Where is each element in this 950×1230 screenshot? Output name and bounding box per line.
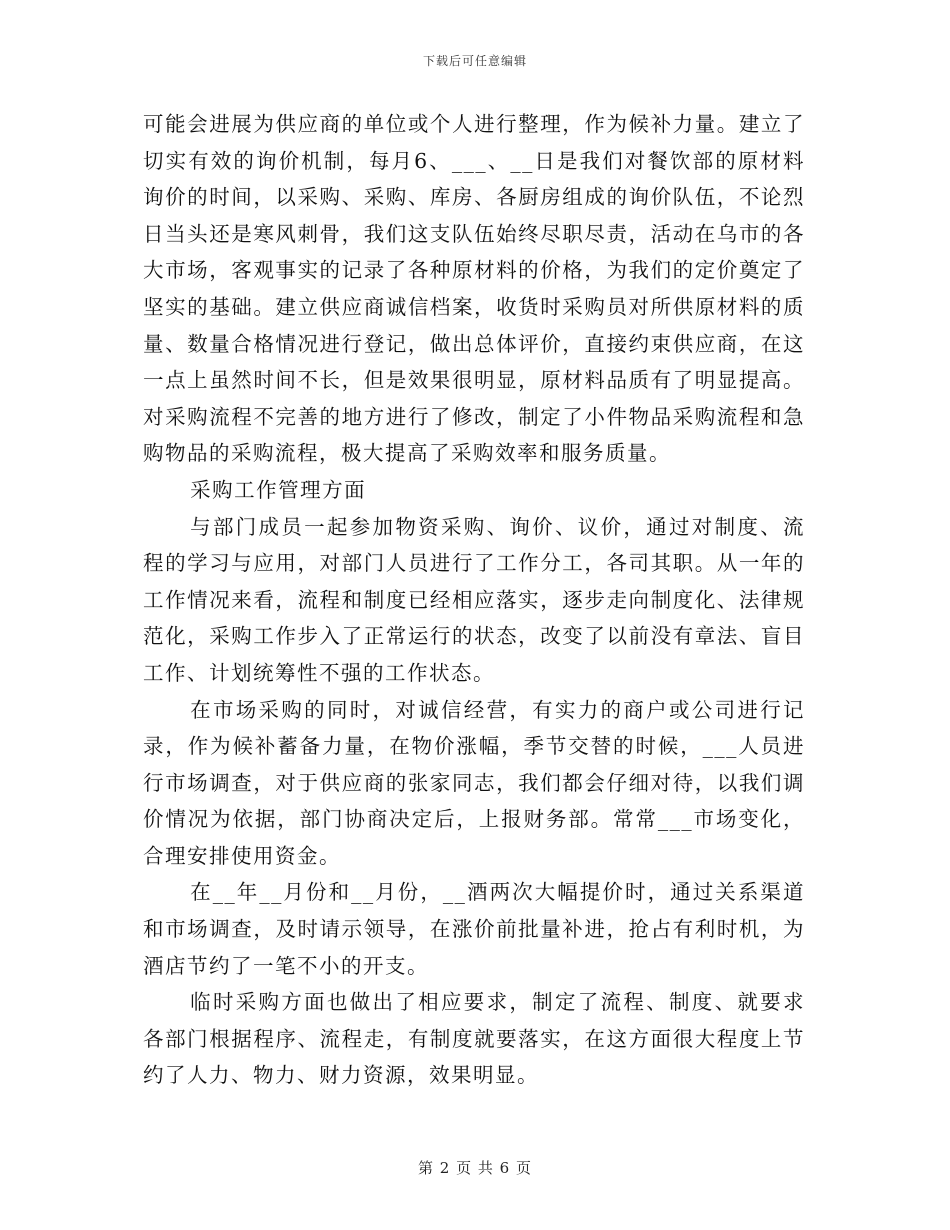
page-header: 下载后可任意编辑 xyxy=(422,54,527,68)
document-body xyxy=(143,106,805,1094)
paragraph-team-work: 与部门成员一起参加物资采购、询价、议价，通过对制度、流程的学习与应用，对部门人员进行了工作分工，各司其职。从一年的工作情况来看，流程和制度已经相应落实，逐步走向制度化、法律规范化，采购工作步入了正常运行的状态，改变了以前没有章法、盲目工作、计划统筹性不强的工作状态。 xyxy=(143,514,805,685)
paragraph-continued: 可能会进展为供应商的单位或个人进行整理，作为候补力量。建立了切实有效的询价机制，每月6、___、__日是我们对餐饮部的原材料询价的时间，以采购、采购、库房、各厨房组成的询价队伍，不论烈日当头还是寒风刺骨，我们这支队伍始终尽职尽责，活动在乌市的各大市场，客观事实的记录了各种原材料的价格，为我们的定价奠定了坚实的基础。建立供应商诚信档案，收货时采购员对所供原材料的质量、数量合格情况进行登记，做出总体评价，直接约束供应商，在这一点上虽然时间不长，但是效果很明显，原材料品质有了明显提高。对采购流程不完善的地方进行了修改，制定了小件物品采购流程和急购物品的采购流程，极大提高了采购效率和服务质量。 xyxy=(143,112,805,466)
paragraph-market-purchasing: 在市场采购的同时，对诚信经营，有实力的商户或公司进行记录，作为候补蓄备力量，在物价涨幅，季节交替的时候，___人员进行市场调查，对于供应商的张家同志，我们都会仔细对待，以我们调价情况为依据，部门协商决定后，上报财务部。常常___市场变化，合理安排使用资金。 xyxy=(143,697,805,868)
paragraph-price-increase: 在__年__月份和__月份，__酒两次大幅提价时，通过关系渠道和市场调查，及时请示领导，在涨价前批量补进，抢占有利时机，为酒店节约了一笔不小的开支。 xyxy=(143,880,805,978)
paragraph-temporary-purchasing: 临时采购方面也做出了相应要求，制定了流程、制度、就要求各部门根据程序、流程走，有制度就要落实，在这方面很大程度上节约了人力、物力、财力资源，效果明显。 xyxy=(143,990,805,1088)
section-heading-procurement-management: 采购工作管理方面 xyxy=(190,477,367,502)
page-number: 第 2 页 共 6 页 xyxy=(418,1159,532,1177)
